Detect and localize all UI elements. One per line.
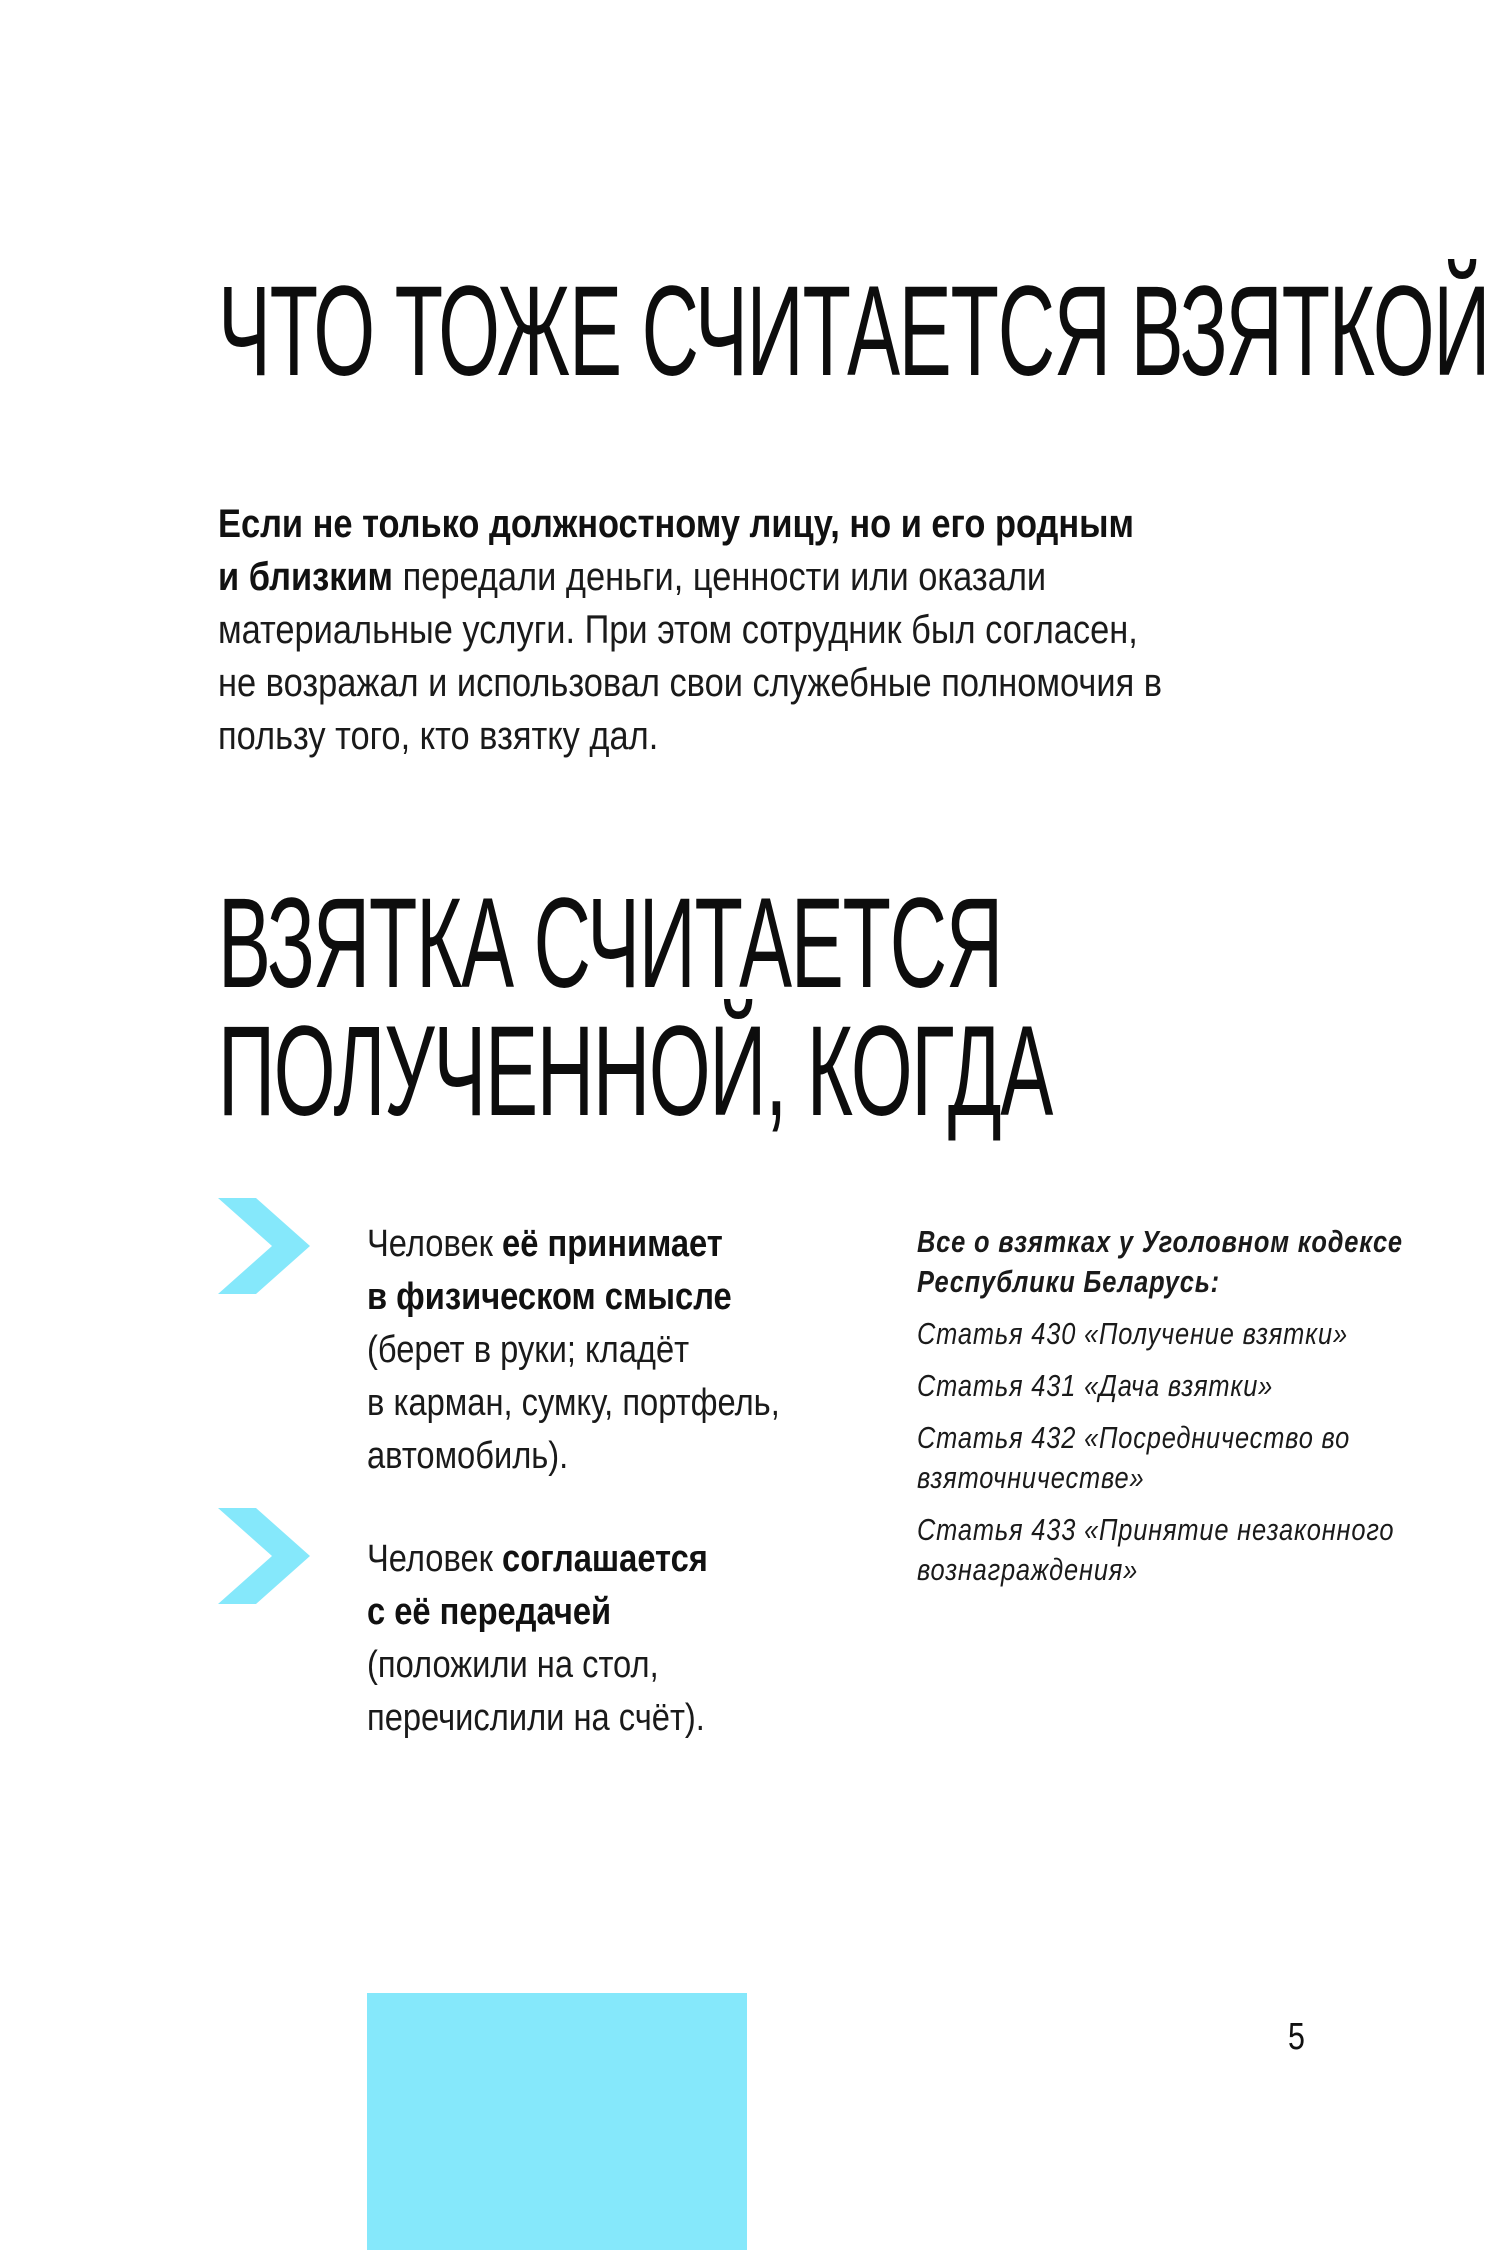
condition-2-rest-1: (положили на стол, xyxy=(367,1644,659,1686)
condition-item-1 xyxy=(367,1218,849,1483)
condition-1-rest-3: автомобиль). xyxy=(367,1435,569,1477)
heading-2-line-2: ПОЛУЧЕННОЙ, КОГДА xyxy=(218,1000,1053,1143)
decorative-blue-block xyxy=(367,1993,747,2250)
law-article-431: Статья 431 «Дача взятки» xyxy=(917,1368,1274,1403)
law-article-430: Статья 430 «Получение взятки» xyxy=(917,1316,1348,1351)
condition-1-rest-2: в карман, сумку, портфель, xyxy=(367,1382,780,1424)
condition-2-prefix: Человек xyxy=(367,1538,503,1580)
condition-1-rest-1: (берет в руки; кладёт xyxy=(367,1329,690,1371)
chevron-right-icon xyxy=(218,1198,310,1294)
law-article-432: Статья 432 «Посредничество во взяточничестве» xyxy=(917,1420,1351,1495)
heading-2-line-1: ВЗЯТКА СЧИТАЕТСЯ xyxy=(218,872,1002,1015)
intro-paragraph xyxy=(218,498,1164,763)
criminal-code-note xyxy=(917,1222,1409,1602)
condition-1-bold-1: её принимает xyxy=(502,1223,723,1265)
heading-bribe-received-when xyxy=(218,872,1053,1143)
intro-bold: Если не только должностному лицу, но и его родным и близким xyxy=(218,502,1135,599)
condition-2-line-1 xyxy=(367,1533,849,1586)
chevron-right-icon xyxy=(218,1508,310,1604)
condition-1-bold-2: в физическом смысле xyxy=(367,1276,732,1318)
condition-2-bold-1: соглашается xyxy=(502,1538,708,1580)
condition-1-line-1 xyxy=(367,1218,849,1271)
condition-item-2 xyxy=(367,1533,849,1745)
law-article-433: Статья 433 «Принятие незаконного вознаграждения» xyxy=(917,1512,1395,1587)
page-number: 5 xyxy=(1288,2016,1305,2058)
intro-text: передали деньги, ценности или оказали материальные услуги. При этом сотрудник был согласен, не возражал и использовал свои служебные полномочия в пользу того, кто взятку дал. xyxy=(218,555,1163,758)
condition-1-prefix: Человек xyxy=(367,1223,503,1265)
condition-2-bold-2: с её передачей xyxy=(367,1591,612,1633)
law-note-title: Все о взятках у Уголовном кодексе Республики Беларусь: xyxy=(917,1224,1403,1299)
condition-2-rest-2: перечислили на счёт). xyxy=(367,1697,705,1739)
heading-what-is-also-bribe: ЧТО ТОЖЕ СЧИТАЕТСЯ ВЗЯТКОЙ xyxy=(218,260,1490,403)
